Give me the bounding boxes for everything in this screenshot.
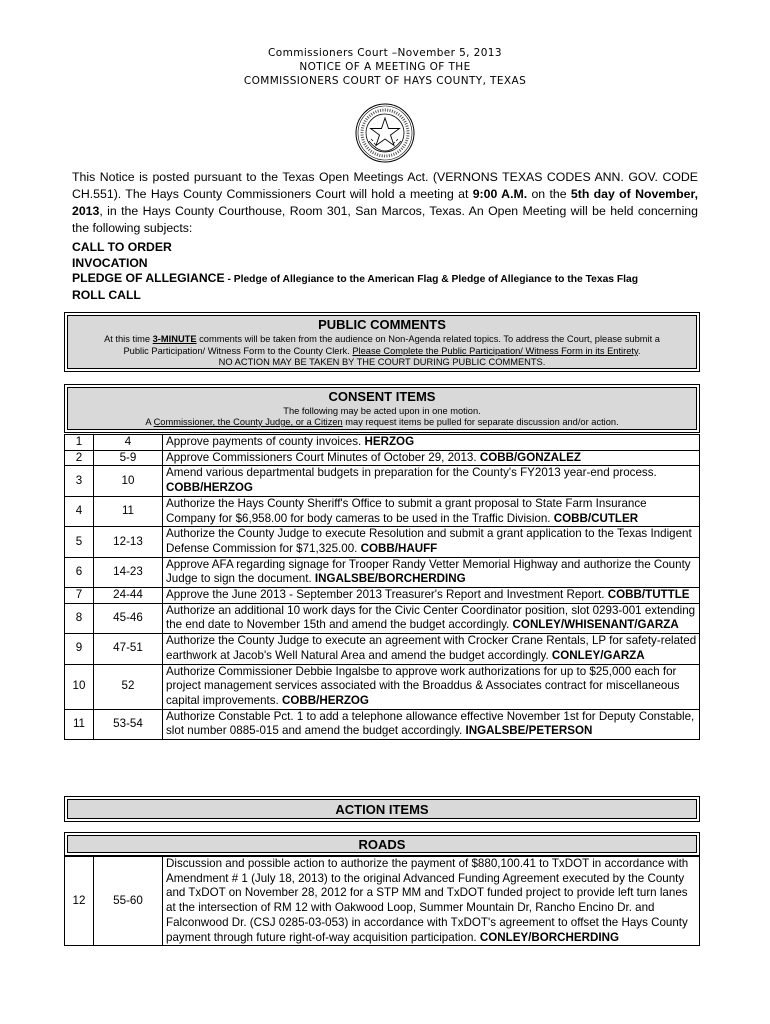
item-sponsor: CONLEY/BORCHERDING: [479, 930, 619, 944]
item-description: [163, 857, 700, 946]
roads-items-table: [64, 856, 700, 946]
header-line-1: Commissioners Court –November 5, 2013: [268, 47, 502, 59]
item-text: Authorize an additional 10 work days for the Civic Center Coordinator position, slot 0293-001 extending the end date to November 15th and amend the budget accordingly.: [166, 603, 696, 632]
invocation: INVOCATION: [72, 255, 148, 270]
item-sponsor: COBB/HERZOG: [281, 693, 369, 707]
item-pages: 53-54: [94, 709, 163, 739]
meeting-time: 9:00 A.M.: [472, 187, 528, 201]
item-text: Discussion and possible action to authorize the payment of $880,100.41 to TxDOT in accordance with Amendment # 1 (July 18, 2013) to the original Advanced Funding Agreement executed by the County and TxDOT on November 28, 2012 for a STP MM and TxDOT funded project to provide left turn lanes at the intersection of RM 12 with Oakwood Loop, Summer Mountain Dr, Rancho Encino Dr. and Falconwood Dr. (CSJ 0285-03-053) in accordance with TxDOT's agreement to offset the Hays County payment through future right-of-way acquisition participation.: [166, 857, 689, 944]
item-text: Authorize Constable Pct. 1 to add a telephone allowance effective November 1st for Deputy Constable, slot number 0885-015 and amend the budget accordingly.: [166, 709, 695, 738]
item-number: 8: [65, 603, 94, 633]
item-sponsor: INGALSBE/BORCHERDING: [314, 572, 466, 586]
item-text: Approve payments of county invoices.: [166, 435, 365, 448]
item-text: Authorize the County Judge to execute an agreement with Crocker Crane Rentals, LP for safety-related earthwork at Jacob's Well Natural Area and amend the budget accordingly.: [166, 634, 697, 662]
item-number: 2: [65, 450, 94, 466]
action-items-box: [64, 796, 700, 822]
agenda-item-row: [65, 603, 700, 633]
agenda-item-row: [65, 466, 700, 496]
item-description: [163, 588, 700, 604]
item-number: 1: [65, 435, 94, 451]
item-pages: 4: [94, 435, 163, 451]
item-sponsor: CONLEY/GARZA: [551, 648, 645, 662]
item-pages: 55-60: [94, 857, 163, 946]
item-description: [163, 709, 700, 739]
consent-line-1: The following may be acted upon in one motion.: [283, 406, 481, 416]
agenda-item-row: [65, 709, 700, 739]
public-comments-line-3: NO ACTION MAY BE TAKEN BY THE COURT DURING PUBLIC COMMENTS.: [218, 357, 546, 367]
item-sponsor: CONLEY/WHISENANT/GARZA: [512, 618, 679, 632]
item-pages: 5-9: [94, 450, 163, 466]
pledge-label: PLEDGE OF ALLEGIANCE: [72, 271, 225, 285]
item-text: Approve the June 2013 - September 2013 Treasurer's Report and Investment Report.: [166, 588, 608, 602]
agenda-item-row: [65, 664, 700, 709]
item-description: [163, 435, 700, 451]
item-pages: 11: [94, 496, 163, 526]
item-sponsor: COBB/CUTLER: [553, 511, 639, 525]
item-pages: 10: [94, 466, 163, 496]
call-to-order: CALL TO ORDER: [72, 240, 172, 254]
item-description: [163, 496, 700, 526]
item-pages: 24-44: [94, 588, 163, 604]
item-sponsor: INGALSBE/PETERSON: [465, 724, 593, 738]
action-items-title: ACTION ITEMS: [335, 802, 429, 817]
item-description: [163, 527, 700, 557]
meeting-date: 5th day of November, 2013: [72, 187, 698, 218]
agenda-item-row: [65, 857, 700, 946]
item-number: 9: [65, 634, 94, 664]
intro-paragraph: [72, 169, 698, 237]
public-comments-line-2: Public Participation/ Witness Form to the County Clerk. Please Complete the Public Participation/ Witness Form in its Entirety.: [123, 346, 641, 356]
item-description: [163, 557, 700, 587]
county-seal-icon: [355, 103, 415, 163]
agenda-item-row: [65, 527, 700, 557]
agenda-item-row: [65, 496, 700, 526]
consent-line-2: A Commissioner, the County Judge, or a Citizen may request items be pulled for separate discussion and/or action.: [145, 417, 619, 427]
item-text: Approve Commissioners Court Minutes of October 29, 2013.: [166, 450, 480, 464]
item-description: [163, 634, 700, 664]
intro-text-1: This Notice is posted pursuant to the Texas Open Meetings Act. (VERNONS TEXAS CODES ANN. GOV. CODE CH.551). The Hays County Commissioners Court will hold a meeting at: [72, 170, 698, 201]
item-number: 4: [65, 496, 94, 526]
item-pages: 14-23: [94, 557, 163, 587]
item-text: Approve AFA regarding signage for Trooper Randy Vetter Memorial Highway and authorize the County Judge to sign the document.: [166, 557, 691, 586]
public-comments-line-1: At this time 3-MINUTE comments will be taken from the audience on Non-Agenda related topics. To address the Court, please submit a: [104, 334, 660, 344]
consent-items-title: CONSENT ITEMS: [328, 389, 436, 404]
item-text: Authorize the Hays County Sheriff's Office to submit a grant proposal to State Farm Insurance Company for $6,958.00 for body cameras to be used in the Traffic Division.: [166, 496, 647, 525]
item-number: 10: [65, 664, 94, 709]
agenda-item-row: [65, 435, 700, 451]
item-description: [163, 603, 700, 633]
public-comments-box: [64, 312, 700, 372]
roll-call: ROLL CALL: [72, 287, 141, 302]
item-sponsor: COBB/HAUFF: [360, 541, 438, 555]
item-sponsor: COBB/GONZALEZ: [479, 450, 581, 464]
consent-items-box: [64, 384, 700, 433]
item-pages: 12-13: [94, 527, 163, 557]
item-description: [163, 466, 700, 496]
item-number: 5: [65, 527, 94, 557]
agenda-item-row: [65, 634, 700, 664]
item-number: 3: [65, 466, 94, 496]
pledge-detail: - Pledge of Allegiance to the American Flag & Pledge of Allegiance to the Texas Flag: [224, 274, 639, 285]
item-sponsor: HERZOG: [364, 435, 415, 448]
item-number: 6: [65, 557, 94, 587]
item-number: 12: [65, 857, 94, 946]
opening-items: [72, 240, 712, 303]
agenda-item-row: [65, 450, 700, 466]
roads-box: [64, 832, 700, 856]
item-pages: 47-51: [94, 634, 163, 664]
header-line-3: COMMISSIONERS COURT OF HAYS COUNTY, TEXAS: [243, 75, 527, 87]
item-number: 7: [65, 588, 94, 604]
item-sponsor: COBB/HERZOG: [166, 481, 253, 495]
agenda-item-row: [65, 557, 700, 587]
document-header: [0, 46, 770, 88]
item-text: Amend various departmental budgets in preparation for the County's FY2013 year-end process.: [166, 466, 657, 480]
item-text: Authorize the County Judge to execute Resolution and submit a grant application to the Texas Indigent Defense Commission for $71,325.00.: [166, 527, 692, 555]
agenda-item-row: [65, 588, 700, 604]
intro-text-2: on the: [527, 187, 571, 201]
header-line-2: NOTICE OF A MEETING OF THE: [299, 61, 471, 73]
public-comments-title: PUBLIC COMMENTS: [318, 317, 446, 332]
item-text: Authorize Commissioner Debbie Ingalsbe to approve work authorizations for up to $25,000 each for project management services associated with the Broaddus & Associates contract for miscellaneous capital improvements.: [166, 664, 680, 707]
roads-title: ROADS: [358, 837, 406, 852]
item-sponsor: COBB/TUTTLE: [607, 588, 690, 602]
intro-text-3: , in the Hays County Courthouse, Room 301, San Marcos, Texas. An Open Meeting will be held concerning the following subjects:: [72, 204, 698, 235]
item-number: 11: [65, 709, 94, 739]
item-pages: 52: [94, 664, 163, 709]
item-pages: 45-46: [94, 603, 163, 633]
consent-items-table: [64, 434, 700, 740]
pledge-of-allegiance: [72, 271, 712, 288]
item-description: [163, 450, 700, 466]
item-description: [163, 664, 700, 709]
